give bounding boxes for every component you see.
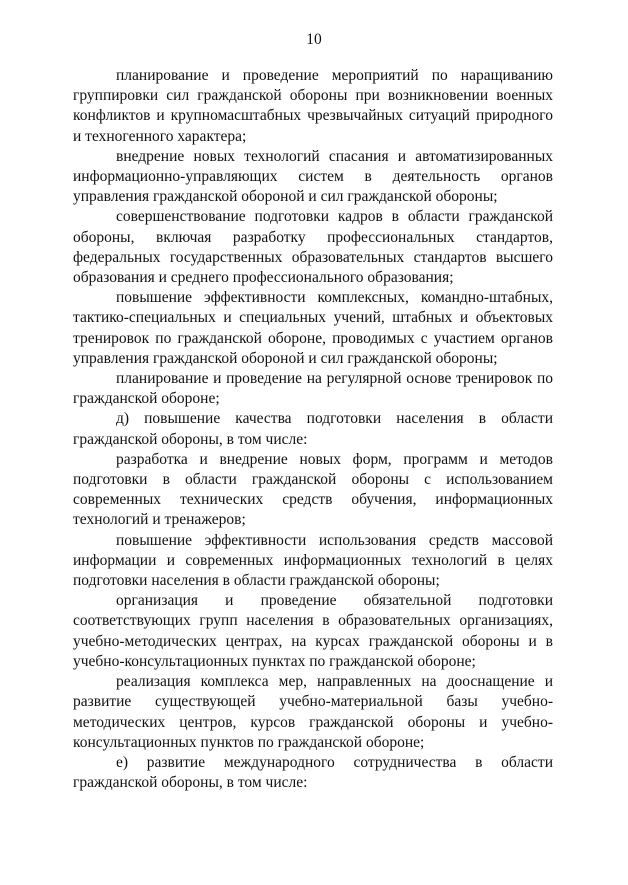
paragraph: реализация комплекса мер, направленных на дооснащение и развитие существующей учебно-материальной базы учебно-методических центров, курсов гражданской обороны и учебно-консультационных пунктов по гражданской обороне; [73, 673, 553, 751]
paragraph: совершенствование подготовки кадров в области гражданской обороны, включая разработку профессиональных стандартов, федеральных государственных образовательных стандартов высшего образования и среднего профессионального образования; [73, 208, 553, 287]
paragraph: планирование и проведение мероприятий по наращиванию группировки сил гражданской обороны при возникновении военных конфликтов и крупномасштабных чрезвычайных ситуаций природного и техногенного характера; [73, 67, 553, 145]
page-number: 10 [306, 31, 322, 48]
list-item-d: д) повышение качества подготовки населения в области гражданской обороны, в том числе: [73, 410, 553, 448]
paragraph: планирование и проведение на регулярной основе тренировок по гражданской обороне; [73, 370, 553, 408]
paragraph: внедрение новых технологий спасания и автоматизированных информационно-управляющих систем в деятельность органов управления гражданской обороной и сил гражданской обороны; [73, 147, 553, 206]
paragraph: организация и проведение обязательной подготовки соответствующих групп населения в образовательных организациях, учебно-методических центрах, на курсах гражданской обороны и в учебно-консультационных пунктах по гражданской обороне; [73, 592, 553, 670]
paragraph: повышение эффективности использования средств массовой информации и современных информационных технологий в целях подготовки населения в области гражданской обороны; [73, 531, 553, 590]
paragraph: повышение эффективности комплексных, командно-штабных, тактико-специальных и специальных учений, штабных и объектовых тренировок по гражданской обороне, проводимых с участием органов управления гражданской обороной и сил гражданской обороны; [73, 289, 553, 367]
document-body [73, 66, 553, 793]
list-item-e: е) развитие международного сотрудничества в области гражданской обороны, в том числе: [73, 753, 553, 792]
paragraph: разработка и внедрение новых форм, программ и методов подготовки в области гражданской обороны с использованием современных технических средств обучения, информационных технологий и тренажеров; [73, 450, 553, 529]
